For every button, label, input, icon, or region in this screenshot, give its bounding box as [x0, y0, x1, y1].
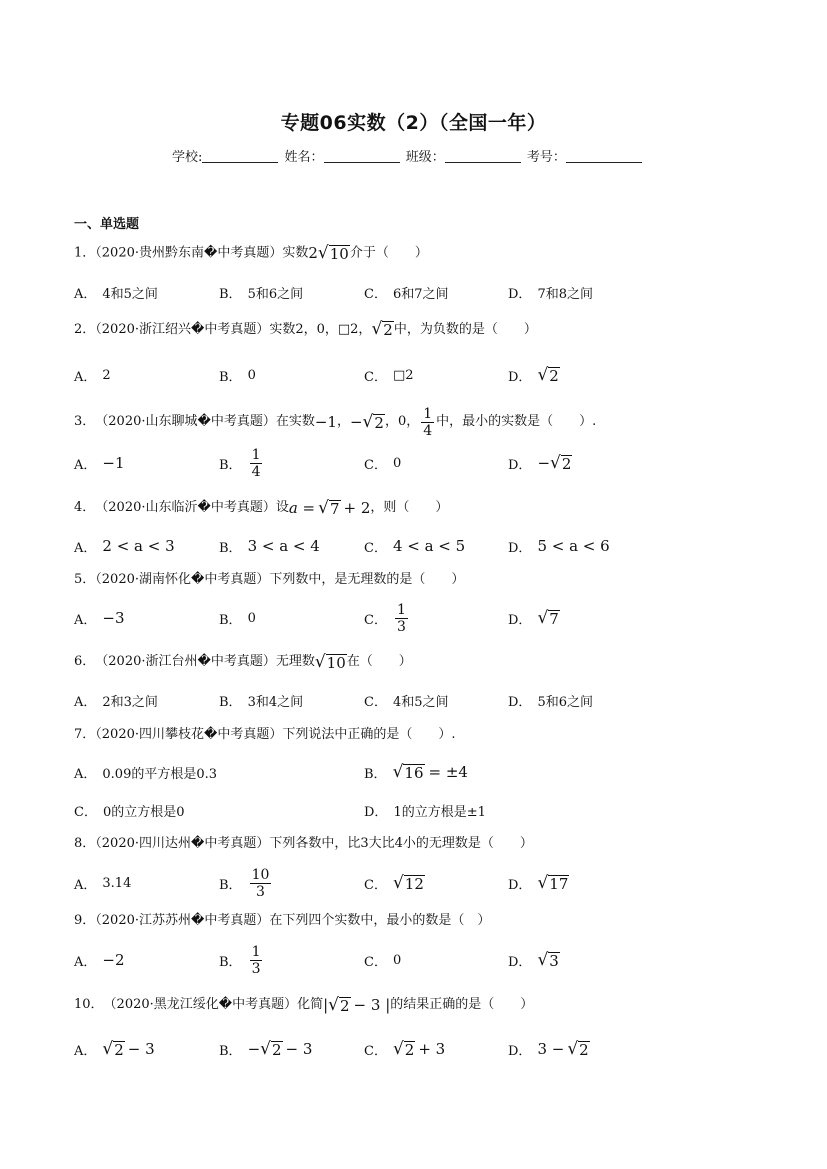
fraction: [395, 602, 408, 635]
option-c[interactable]: [364, 272, 449, 312]
question-text: （2020·四川达州�中考真题）下列各数中，比3大比4小的无理数是（ ）: [95, 836, 533, 851]
number-label: 考号：: [526, 150, 566, 165]
option-letter: C．: [364, 694, 387, 710]
option-letter: C．: [364, 540, 387, 556]
option-text: 2 < a < 3: [102, 537, 175, 555]
question-10: [74, 994, 774, 1016]
option-text: 4 < a < 5: [392, 537, 466, 555]
sqrt-expression: √ 3: [537, 949, 559, 970]
option-letter: C．: [364, 954, 387, 970]
radicand: 2: [561, 454, 572, 473]
option-d[interactable]: [508, 680, 593, 720]
option-letter: B．: [219, 457, 242, 473]
question-number: 4．: [74, 500, 96, 515]
option-c[interactable]: [364, 443, 401, 483]
option-a[interactable]: [74, 598, 125, 638]
abs-bar-left: |: [323, 996, 329, 1014]
option-a[interactable]: [74, 752, 217, 792]
numerator: 1: [251, 446, 261, 463]
question-8: [74, 834, 774, 854]
radicand: 2: [374, 413, 384, 432]
denominator: 4: [423, 422, 433, 439]
question-9: [74, 911, 774, 931]
option-text: 3和4之间: [247, 694, 304, 710]
option-letter: D．: [508, 457, 532, 473]
option-letter: D．: [508, 369, 532, 385]
option-a[interactable]: [74, 863, 131, 903]
fraction: [421, 406, 434, 439]
option-letter: B．: [219, 369, 242, 385]
option-letter: D．: [508, 612, 532, 628]
option-b[interactable]: [219, 355, 256, 395]
option-letter: B．: [219, 877, 242, 893]
denominator: 3: [251, 960, 261, 977]
denominator: 3: [256, 883, 265, 900]
fraction: [250, 944, 263, 977]
option-d[interactable]: [364, 790, 486, 830]
option-text: 5和6之间: [247, 286, 304, 302]
sqrt-expression: √ 2: [567, 1038, 589, 1059]
options-9: [74, 940, 774, 980]
question-text: （2020·湖南怀化�中考真题）下列数中，是无理数的是（ ）: [95, 572, 465, 587]
school-blank: [202, 150, 278, 163]
option-a[interactable]: [74, 355, 111, 395]
math-suffix: − 3: [127, 1040, 155, 1058]
sqrt-expression: √ 12: [392, 872, 424, 893]
option-c[interactable]: [364, 1029, 445, 1069]
option-letter: A．: [74, 694, 97, 710]
radicand: 2: [404, 1040, 415, 1059]
question-text-tail: 中，为负数的是（ ）: [393, 322, 537, 337]
sqrt-expression: √ 2: [537, 364, 559, 385]
option-d[interactable]: [508, 526, 610, 566]
option-letter: D．: [508, 694, 532, 710]
option-text: 0的立方根是0: [102, 804, 185, 820]
radicand: 2: [271, 1040, 282, 1059]
option-text: 4和5之间: [102, 286, 158, 302]
option-a[interactable]: [74, 272, 158, 312]
option-letter: A．: [74, 612, 97, 628]
numerator: 1: [251, 943, 261, 960]
option-c[interactable]: [364, 598, 410, 638]
sqrt-expression: √ 2: [362, 411, 384, 432]
question-text: （2020·江苏苏州�中考真题）在下列四个实数中，最小的数是（ ）: [95, 913, 491, 928]
minus-sign: −: [537, 454, 551, 472]
radicand: 7: [549, 609, 559, 628]
option-letter: D．: [508, 954, 532, 970]
sqrt-expression: √ 2: [328, 994, 350, 1015]
sqrt-expression: √ 2: [102, 1038, 124, 1059]
option-a[interactable]: [74, 940, 125, 980]
question-number: 2．: [74, 322, 96, 337]
option-letter: A．: [74, 766, 97, 782]
option-letter: B．: [219, 1043, 242, 1059]
option-a[interactable]: [74, 526, 175, 566]
option-text: 3 < a < 4: [247, 537, 320, 555]
sqrt-expression: √ 7: [537, 607, 559, 628]
radicand: 12: [404, 874, 424, 893]
sqrt-expression: √ 2: [260, 1038, 282, 1059]
question-number: 5．: [74, 572, 96, 587]
question-text: （2020·山东临沂�中考真题）设: [95, 500, 289, 515]
question-text-tail: 的结果正确的是（ ）: [390, 997, 534, 1012]
question-3: [74, 404, 774, 440]
option-c[interactable]: [364, 526, 465, 566]
radicand: 10: [329, 244, 349, 263]
options-2: [74, 355, 774, 395]
option-letter: C．: [74, 804, 97, 820]
radicand: 3: [549, 951, 559, 970]
option-text: 3.14: [102, 875, 132, 891]
name-blank: [324, 150, 400, 163]
math-prefix: −: [247, 1040, 261, 1058]
option-d[interactable]: [508, 1029, 590, 1069]
option-text: 5和6之间: [537, 694, 593, 710]
radicand: 2: [340, 996, 350, 1015]
sqrt-expression: √ 16: [392, 761, 424, 782]
question-text: （2020·黑龙江绥化�中考真题）化简: [103, 997, 324, 1012]
option-a[interactable]: [74, 680, 158, 720]
option-c[interactable]: [364, 940, 401, 980]
option-d[interactable]: [508, 863, 569, 903]
option-b[interactable]: [219, 940, 264, 980]
option-letter: A．: [74, 286, 97, 302]
option-letter: D．: [508, 1043, 532, 1059]
numerator: 1: [423, 405, 433, 422]
options-4: [74, 526, 774, 566]
question-text: （2020·山东聊城�中考真题）在实数: [95, 414, 315, 429]
option-d[interactable]: [508, 940, 560, 980]
school-label: 学校:: [172, 150, 203, 165]
option-b[interactable]: [219, 680, 303, 720]
question-number: 7．: [74, 727, 96, 742]
option-b[interactable]: [219, 526, 320, 566]
sqrt-expression: √ 7: [318, 497, 340, 518]
minus-sign: −: [349, 413, 363, 431]
student-info-line: [172, 146, 672, 165]
number-blank: [566, 150, 642, 163]
option-text: 6和7之间: [392, 286, 449, 302]
option-letter: A．: [74, 457, 97, 473]
option-letter: C．: [364, 286, 387, 302]
question-number: 9．: [74, 913, 96, 928]
option-c[interactable]: [364, 680, 449, 720]
option-text: 5 < a < 6: [537, 537, 610, 555]
option-c[interactable]: [74, 790, 185, 830]
question-number: 10．: [74, 997, 104, 1012]
numerator: 10: [251, 866, 270, 883]
question-text-tail: 中，最小的实数是（ ）.: [436, 414, 597, 429]
option-text: 0: [247, 610, 256, 626]
option-c[interactable]: [364, 355, 414, 395]
option-letter: D．: [364, 804, 388, 820]
question-text: （2020·四川攀枝花�中考真题）下列说法中正确的是（ ）.: [95, 727, 456, 742]
options-10: [74, 1029, 774, 1069]
question-text: （2020·贵州黔东南�中考真题）实数: [95, 245, 309, 261]
option-letter: B．: [364, 766, 387, 782]
option-d[interactable]: [508, 272, 593, 312]
option-text: 7和8之间: [537, 286, 593, 302]
option-a[interactable]: [74, 443, 125, 483]
question-7: [74, 725, 774, 745]
denominator: 4: [251, 463, 261, 480]
question-text-tail: ，则（ ）: [370, 500, 449, 515]
sqrt-expression: √ 17: [537, 872, 569, 893]
numerator: 1: [396, 601, 406, 618]
option-d[interactable]: [508, 443, 572, 483]
options-7b: [74, 790, 774, 830]
option-letter: D．: [508, 286, 532, 302]
question-number: 8．: [74, 836, 96, 851]
options-8: [74, 863, 774, 903]
option-b[interactable]: [219, 272, 303, 312]
question-number: 3．: [74, 414, 96, 429]
option-letter: A．: [74, 954, 97, 970]
options-6: [74, 680, 774, 720]
sqrt-expression: √ 2: [371, 319, 393, 339]
question-text: （2020·浙江绍兴�中考真题）实数2，0，□2，: [95, 322, 372, 337]
option-text: −1: [102, 454, 125, 472]
question-1: [74, 243, 774, 264]
option-text: 0: [392, 455, 402, 471]
option-letter: A．: [74, 877, 97, 893]
question-text-tail: 在（ ）: [346, 654, 412, 669]
option-letter: B．: [219, 286, 242, 302]
option-b[interactable]: [364, 752, 468, 792]
math-prefix: a =: [288, 499, 316, 517]
option-letter: C．: [364, 457, 387, 473]
question-4: [74, 497, 774, 519]
option-text: 4和5之间: [392, 694, 449, 710]
denominator: 3: [396, 618, 406, 635]
option-b[interactable]: [219, 443, 264, 483]
options-1: [74, 272, 774, 312]
radicand: 7: [329, 499, 340, 518]
sqrt-expression: √ 10: [317, 242, 349, 263]
question-5: [74, 570, 774, 590]
math-prefix: 3 −: [537, 1040, 565, 1058]
question-2: [74, 320, 774, 340]
page-title: 专题06实数（2）（全国一年）: [280, 112, 547, 134]
radicand: 10: [326, 653, 346, 672]
sqrt-expression: √ 2: [392, 1038, 415, 1059]
math-suffix: + 3: [418, 1040, 446, 1058]
fraction: [250, 867, 272, 900]
sqrt-expression: √ 10: [314, 651, 346, 672]
option-text: −2: [102, 951, 125, 969]
math-suffix: + 2: [343, 499, 371, 517]
radicand: 2: [383, 321, 393, 339]
sqrt-expression: √ 2: [550, 452, 572, 473]
math-suffix: = ±4: [428, 763, 468, 781]
question-number: 1．: [74, 245, 96, 261]
separator: ，0，: [384, 414, 420, 429]
radicand: 17: [549, 874, 569, 893]
option-letter: C．: [364, 877, 387, 893]
option-d[interactable]: [508, 355, 560, 395]
math-suffix: − 3 |: [353, 996, 391, 1014]
option-text: □2: [392, 367, 414, 383]
option-letter: A．: [74, 540, 97, 556]
question-text-tail: 介于（ ）: [349, 245, 428, 261]
section-heading: 一、单选题: [74, 217, 140, 232]
option-c[interactable]: [364, 863, 425, 903]
question-text: （2020·浙江台州�中考真题）无理数: [95, 654, 315, 669]
options-5: [74, 598, 774, 638]
option-letter: D．: [508, 540, 532, 556]
option-letter: B．: [219, 612, 242, 628]
option-letter: B．: [219, 540, 242, 556]
radicand: 2: [549, 366, 559, 385]
option-d[interactable]: [508, 598, 560, 638]
option-letter: A．: [74, 369, 97, 385]
options-3: [74, 443, 774, 483]
option-a[interactable]: [74, 1029, 155, 1069]
option-letter: D．: [508, 877, 532, 893]
question-number: 6．: [74, 654, 96, 669]
option-letter: A．: [74, 1043, 97, 1059]
option-text: 0.09的平方根是0.3: [102, 766, 218, 782]
option-b[interactable]: [219, 598, 256, 638]
math-expression: [308, 243, 349, 263]
question-6: [74, 651, 774, 673]
radicand: 16: [404, 763, 424, 782]
class-blank: [445, 150, 521, 163]
option-b[interactable]: [219, 1029, 312, 1069]
separator: ，: [336, 414, 350, 429]
option-text: 2和3之间: [102, 694, 158, 710]
option-letter: C．: [364, 369, 387, 385]
class-label: 班级：: [405, 150, 445, 165]
option-text: 2: [102, 367, 111, 383]
math-suffix: − 3: [285, 1040, 313, 1058]
option-text: 1的立方根是±1: [393, 804, 486, 820]
radicand: 2: [114, 1040, 124, 1059]
radicand: 2: [579, 1040, 589, 1059]
math-value: −1: [314, 413, 337, 431]
option-letter: C．: [364, 1043, 387, 1059]
option-b[interactable]: [219, 863, 273, 903]
options-7a: [74, 752, 774, 792]
option-letter: C．: [364, 612, 387, 628]
fraction: [250, 447, 263, 480]
option-letter: B．: [219, 694, 242, 710]
option-letter: B．: [219, 954, 242, 970]
option-text: 0: [392, 952, 402, 968]
option-text: 0: [247, 367, 256, 383]
name-label: 姓名：: [284, 150, 324, 165]
coefficient: 2: [308, 244, 318, 262]
option-text: −3: [102, 609, 125, 627]
